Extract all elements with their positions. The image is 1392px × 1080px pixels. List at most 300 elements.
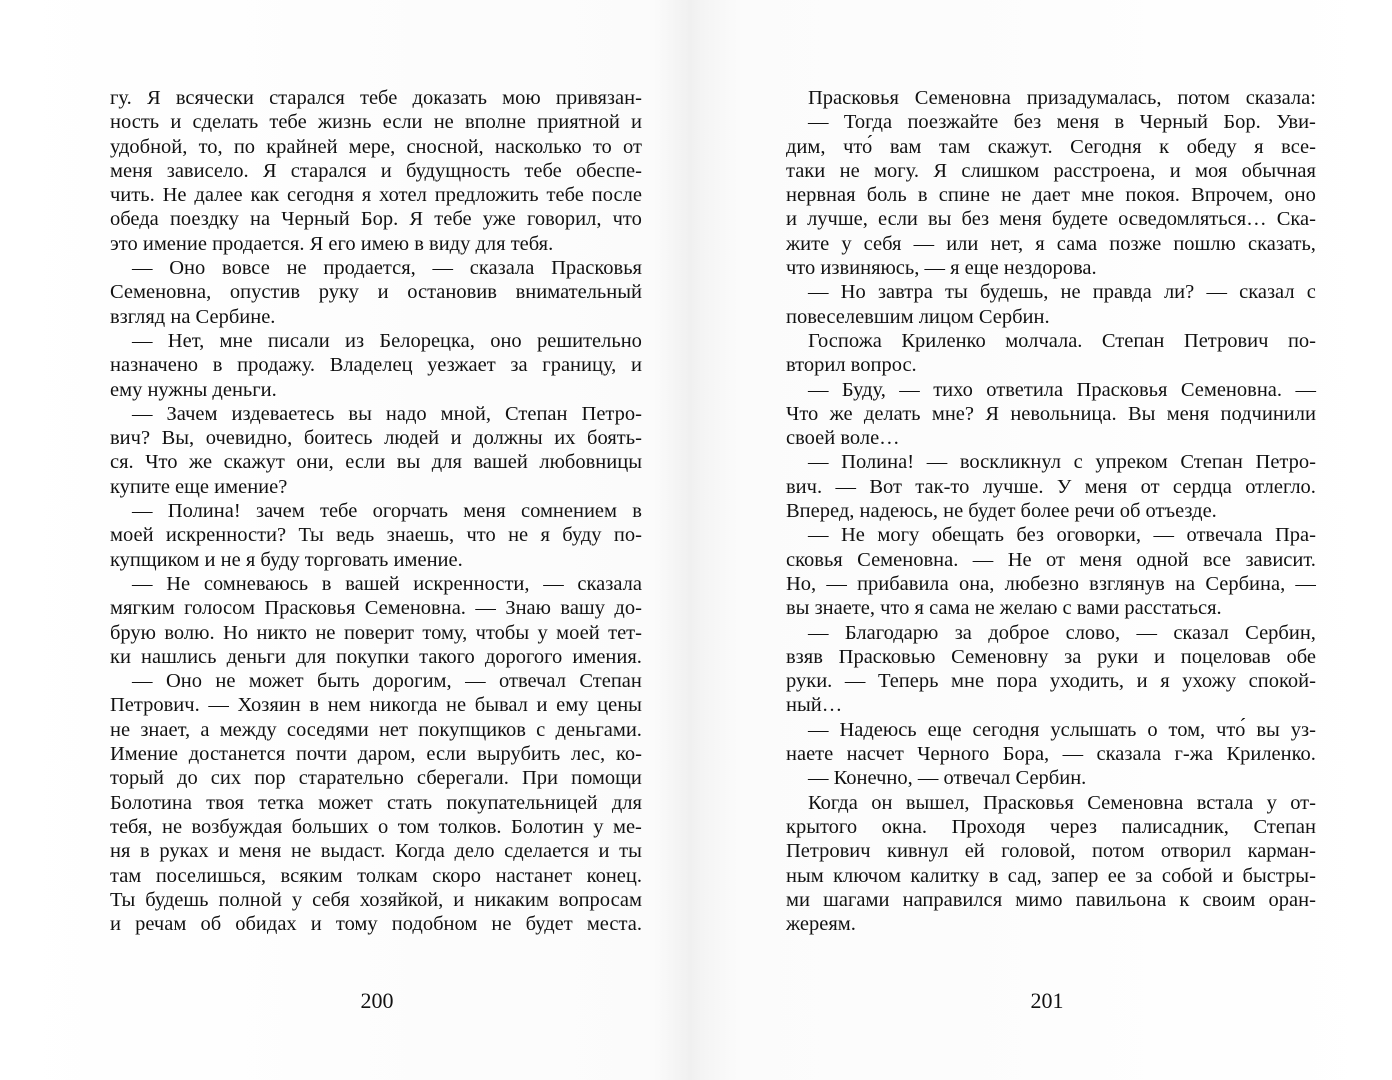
word: писали [267, 329, 330, 352]
text-line [786, 912, 1316, 936]
word: меня [238, 840, 282, 863]
word: дело [454, 840, 495, 863]
word: отвечала [1186, 524, 1263, 547]
word: может [248, 670, 304, 693]
word: Владелец [329, 354, 413, 377]
word: Полина! [167, 500, 241, 523]
word: приятной [537, 111, 620, 134]
word: меня [1056, 111, 1100, 134]
text-line [110, 475, 642, 499]
word: — [835, 475, 856, 498]
text-line [110, 329, 642, 353]
word: от [622, 135, 642, 158]
word: должны [473, 427, 543, 450]
word: шагами [823, 888, 890, 911]
word: Прасковья [264, 597, 356, 620]
word: и [1154, 645, 1165, 668]
word: в [917, 184, 928, 207]
word: любезно [1004, 572, 1079, 595]
word: — [1153, 524, 1174, 547]
word: меня [1166, 402, 1210, 425]
word: тебя, [110, 815, 153, 838]
text-line [110, 280, 642, 304]
word: имения. [572, 645, 642, 668]
word: — [132, 670, 153, 693]
word: Буду, [841, 378, 886, 401]
word: Бора, [1002, 743, 1050, 766]
text-line [786, 864, 1316, 888]
word: больших [291, 815, 369, 838]
text-line [786, 596, 1316, 620]
word: пор [254, 767, 286, 790]
word: Но [223, 621, 249, 644]
word: кивнул [887, 840, 949, 863]
word: в [321, 572, 332, 595]
word: — [1206, 281, 1227, 304]
text-line [110, 402, 642, 426]
word: Бор. [360, 208, 399, 231]
word: после [591, 184, 642, 207]
word: обычная [1241, 159, 1316, 182]
text-line [786, 305, 1316, 329]
word: Ска- [1276, 208, 1316, 231]
text-line [786, 523, 1316, 547]
right-page-text [786, 86, 1316, 936]
word: уходить, [1049, 670, 1125, 693]
word: — [808, 451, 829, 474]
word: решительно [536, 329, 642, 352]
word: направился [902, 888, 1003, 911]
line-text: — Конечно, — отвечал Сербин. [808, 767, 1087, 790]
word: он [871, 791, 893, 814]
word: места. [586, 913, 642, 936]
word: привязан- [555, 87, 642, 109]
text-line [110, 232, 642, 256]
word: — [132, 402, 153, 425]
word: и [1169, 159, 1181, 182]
text-line [786, 232, 1316, 256]
text-line [110, 791, 642, 815]
word: сад, [1007, 864, 1042, 887]
word: будете [1051, 208, 1109, 231]
text-line [110, 693, 642, 717]
text-line [110, 450, 642, 474]
word: зависело. [166, 159, 249, 182]
word: обидах [235, 913, 297, 936]
word: и [631, 354, 642, 377]
word: от- [1290, 791, 1316, 814]
text-line [786, 86, 1316, 110]
word: сносной, [406, 135, 484, 158]
word: — [475, 597, 496, 620]
line-text: своей воле… [786, 427, 900, 450]
word: сказала: [1245, 87, 1316, 109]
word: — [844, 670, 866, 693]
word: соседями [286, 718, 369, 741]
word: делать [863, 402, 921, 425]
word: в [212, 354, 223, 377]
word: вич? [110, 427, 151, 450]
text-line [110, 596, 642, 620]
text-line [786, 888, 1316, 912]
word: вы [1256, 718, 1280, 741]
line-text: ный… [786, 694, 843, 717]
word: вышел, [905, 791, 970, 814]
text-line [110, 110, 642, 134]
word: в [1114, 111, 1125, 134]
word: тому, [422, 621, 468, 644]
word: сказала [1096, 743, 1162, 766]
word: моя [1195, 159, 1228, 182]
word: если [426, 743, 467, 766]
word: с [536, 718, 546, 741]
word: — [926, 451, 948, 474]
word: ответила [986, 378, 1064, 401]
line-text: повеселевшим лицом Сербин. [786, 305, 1050, 328]
word: об [200, 913, 222, 936]
word: или [946, 232, 979, 255]
word: нашлись [141, 645, 217, 668]
line-text: взгляд на Сербине. [110, 305, 276, 328]
word: Болотина [110, 791, 192, 814]
word: Уви- [1276, 111, 1316, 134]
word: мне? [931, 402, 974, 425]
word: Сербина, [1205, 572, 1286, 595]
word: даром, [357, 743, 416, 766]
word: Имение [110, 743, 178, 766]
word: — [808, 111, 829, 134]
word: всячески [175, 87, 254, 109]
text-line [786, 815, 1316, 839]
word: к [1159, 135, 1170, 158]
word: поселишься, [155, 864, 266, 887]
line-text: это имение продается. Я его имею в виду для тебя. [110, 232, 554, 255]
word: павильона [1075, 888, 1167, 911]
word: Петрович [1183, 329, 1269, 352]
word: вы [396, 451, 421, 474]
text-line [110, 766, 642, 790]
word: сказать, [1247, 232, 1316, 255]
word: — [808, 524, 829, 547]
word: чтобы [475, 621, 530, 644]
word: своим [1202, 888, 1256, 911]
word: Пра- [1274, 524, 1316, 547]
word: поверит [343, 621, 414, 644]
word: отвечал [499, 670, 566, 693]
word: палисадник, [1121, 815, 1229, 838]
word: собой [1161, 864, 1213, 887]
word: продажу. [237, 354, 316, 377]
word: Степан [579, 670, 642, 693]
word: из [344, 329, 365, 352]
word: — [132, 500, 153, 523]
word: ми [786, 888, 810, 911]
word: с [1306, 281, 1316, 304]
word: огорчать [372, 500, 448, 523]
word: речам [135, 913, 187, 936]
word: лес, [571, 743, 606, 766]
word: ки [110, 645, 131, 668]
word: ухожу [1182, 670, 1237, 693]
word: у [537, 621, 548, 644]
word: — [1295, 572, 1316, 595]
word: за [1064, 645, 1082, 668]
word: потом [1177, 87, 1230, 109]
word: что [466, 524, 496, 547]
word: тому [335, 913, 378, 936]
word: к [1179, 888, 1190, 911]
word: — [913, 232, 935, 255]
text-line [786, 548, 1316, 572]
word: Прасковья [1076, 378, 1168, 401]
word: с [1073, 451, 1083, 474]
word: пора [996, 670, 1038, 693]
word: Я [933, 159, 948, 182]
word: Белорецка, [379, 329, 475, 352]
word: меня [999, 208, 1042, 231]
word: я [361, 184, 372, 207]
word: сделать [192, 111, 259, 134]
word: всяким [280, 864, 343, 887]
text-line [110, 645, 642, 669]
word: Я [985, 402, 999, 425]
word: сказал [1173, 621, 1229, 644]
word: Проходя [951, 815, 1026, 838]
word: сомнением [520, 500, 617, 523]
text-line [786, 280, 1316, 304]
word: сказал [1239, 281, 1295, 304]
word: не [110, 718, 131, 741]
word: будешь, [979, 281, 1049, 304]
word: Зачем [166, 402, 218, 425]
word: Петро- [581, 402, 642, 425]
word: у [593, 815, 604, 838]
word: если [877, 208, 918, 231]
word: доказать [412, 87, 487, 109]
word: старательно [298, 767, 404, 790]
text-line [786, 110, 1316, 134]
word: мере, [348, 135, 396, 158]
text-line [110, 742, 642, 766]
word: пошлю [1173, 232, 1236, 255]
word: предложить [434, 184, 539, 207]
word: Петро- [1255, 451, 1316, 474]
line-text: вторил вопрос. [786, 354, 917, 377]
word: что [612, 208, 642, 231]
word: — [465, 670, 486, 693]
word: хотел [379, 184, 427, 207]
word: ся. [110, 451, 134, 474]
word: Прасковья [982, 791, 1074, 814]
word: же [829, 402, 853, 425]
word: — [808, 718, 829, 741]
word: нем [327, 694, 361, 717]
word: Черный [281, 208, 350, 231]
word: Ты [110, 888, 136, 911]
word: одной [1136, 548, 1189, 571]
word: у [841, 232, 852, 255]
word: голосом [184, 597, 255, 620]
word: сделается [504, 840, 589, 863]
word: будешь [145, 888, 209, 911]
word: назначено [110, 354, 199, 377]
word: Ты [298, 524, 324, 547]
word: деньги [226, 645, 286, 668]
word: любовницы [539, 451, 642, 474]
word: скоро [432, 864, 482, 887]
line-text: что извиняюсь, — я еще нездорова. [786, 257, 1097, 280]
word: и [218, 840, 230, 863]
word: доброе [988, 621, 1050, 644]
word: Сербин, [1245, 621, 1316, 644]
word: оно [1284, 184, 1316, 207]
word: не [315, 621, 336, 644]
word: продается, [323, 257, 416, 280]
text-line [786, 669, 1316, 693]
word: окна. [881, 815, 928, 838]
text-line [110, 305, 642, 329]
word: могу. [874, 159, 919, 182]
word: вы [348, 402, 372, 425]
word: Криленко. [1226, 743, 1316, 766]
word: ключом [833, 864, 901, 887]
word: ей [964, 840, 985, 863]
word: мне [951, 670, 985, 693]
word: то, [198, 135, 223, 158]
word: нервная [786, 184, 856, 207]
word: сердца [1172, 475, 1232, 498]
word: настанет [495, 864, 573, 887]
word: призадумалась, [1026, 87, 1162, 109]
word: возбуждая [191, 815, 283, 838]
word: не [491, 913, 512, 936]
word: искренности, [413, 572, 530, 595]
word: головой, [1001, 840, 1076, 863]
text-line [110, 669, 642, 693]
word: тебе [524, 159, 562, 182]
word: брую [110, 621, 156, 644]
word: уезжает [427, 354, 496, 377]
word: полной [218, 888, 282, 911]
word: и [598, 840, 610, 863]
word: Петрович [786, 840, 871, 863]
word: тебе [546, 184, 584, 207]
word: подчинили [1220, 402, 1316, 425]
text-line [110, 256, 642, 280]
word: почти [295, 743, 347, 766]
word: Вы, [161, 427, 195, 450]
word: осведомляться… [1118, 208, 1267, 231]
word: и [786, 208, 797, 231]
word: тебе [269, 111, 307, 134]
line-text: Вперед, надеюсь, не будет более речи об отъезде. [786, 500, 1217, 523]
word: обеспе- [575, 159, 642, 182]
line-text: жереям. [786, 913, 856, 936]
word: При [521, 767, 559, 790]
word: меня [463, 500, 506, 523]
text-line [786, 450, 1316, 474]
word: все- [1281, 135, 1316, 158]
word: ня [110, 840, 131, 863]
word: ным [786, 864, 824, 887]
word: без [961, 208, 990, 231]
right-page-number: 201 [1030, 988, 1064, 1013]
right-page [786, 86, 1316, 936]
word: отворил [1160, 840, 1232, 863]
word: за [954, 621, 972, 644]
word: Степан [1101, 329, 1165, 352]
word: твоя [206, 791, 244, 814]
word: внимательный [515, 281, 642, 304]
word: завтра [877, 281, 933, 304]
text-line [786, 718, 1316, 742]
word: если [345, 451, 386, 474]
text-line [786, 475, 1316, 499]
word: обещать [931, 524, 1004, 547]
word: сегодня [287, 184, 354, 207]
text-line [110, 523, 642, 547]
word: не [291, 840, 312, 863]
text-line [786, 742, 1316, 766]
word: ко- [615, 743, 642, 766]
text-line [786, 256, 1316, 280]
word: руку [318, 281, 359, 304]
word: Бор. [1223, 111, 1261, 134]
word: Оно [169, 257, 206, 280]
word: — [132, 329, 153, 352]
word: вовсе [222, 257, 270, 280]
left-page-number: 200 [360, 988, 394, 1013]
word: цены [597, 694, 642, 717]
text-line [786, 791, 1316, 815]
word: Болотин [510, 815, 584, 838]
word: Не [840, 524, 865, 547]
word: Я [262, 159, 277, 182]
word: Вы [1127, 402, 1156, 425]
text-line [786, 766, 1316, 790]
word: руках [159, 840, 209, 863]
word: у [291, 888, 303, 911]
word: Госпожа [808, 329, 882, 352]
word: тебе [359, 87, 398, 109]
word: ность [110, 111, 160, 134]
word: крытого [786, 815, 858, 838]
word: ли? [1163, 281, 1195, 304]
word: том [397, 815, 430, 838]
word: будущность [405, 159, 511, 182]
word: остановив [407, 281, 497, 304]
word: не [839, 159, 860, 182]
word: и [170, 111, 182, 134]
word: Семеновна. [1180, 378, 1283, 401]
word: тет- [608, 621, 642, 644]
word: я [1035, 232, 1045, 255]
word: же [189, 451, 213, 474]
word: и [377, 281, 389, 304]
word: дорогим, [372, 670, 452, 693]
word: ты [945, 281, 968, 304]
word: сковья [786, 548, 843, 571]
word: удобной, [110, 135, 188, 158]
word: мягким [110, 597, 175, 620]
word: Семеновну [951, 645, 1049, 668]
text-line [110, 621, 642, 645]
word: никто [256, 621, 308, 644]
text-line [786, 693, 1316, 717]
word: боять- [587, 427, 642, 450]
word: покупки [336, 645, 410, 668]
word: по- [613, 524, 642, 547]
